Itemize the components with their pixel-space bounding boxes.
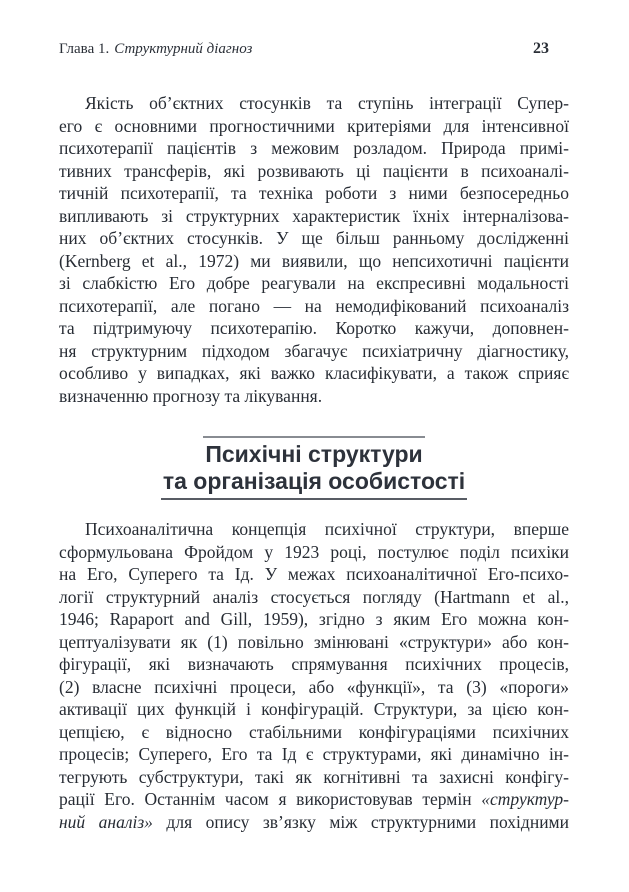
text-line: визначенню прогнозу та лікування. (59, 385, 323, 406)
text-line: цепцією, є відносно стабільними конфігураціями психічних (59, 721, 569, 742)
text-line: тивних трансферів, які розвивають ці пацієнти в психоаналі- (59, 160, 569, 181)
text-line: тегрують субструктури, такі як когнітивні та захисні конфігу- (59, 766, 569, 787)
text-line: них об’єктних стосунків. У ще більш ранньому дослідженні (59, 228, 569, 248)
paragraph-1 (59, 92, 569, 407)
text-line: ня структурним підходом збагачує психіатричну діагностику, (59, 340, 569, 361)
text-line: (Kernberg et al., 1972) ми виявили, що непсихотичні пацієнти (59, 250, 569, 271)
text-line (59, 811, 569, 834)
text-line: процесів; Суперего, Его та Ід є структурами, які динамічно ін- (59, 744, 569, 764)
text-line: активації цих функцій і конфігурацій. Структури, за цією кон- (59, 699, 569, 719)
text-line: та підтримуючу психотерапію. Коротко кажучи, доповнен- (59, 318, 569, 338)
text-line: 1946; Rapaport and Gill, 1959), згідно з яким Его можна кон- (59, 609, 569, 629)
text-line: (2) власне психічні процеси, або «функції», та (3) «пороги» (59, 676, 569, 697)
text-line: сформульована Фройдом у 1923 році, постулює поділ психіки (59, 541, 569, 562)
section-heading-row-1 (59, 436, 569, 468)
text-line: особливо у випадках, які важко класифікувати, а також сприяє (59, 363, 569, 383)
text-line: психотерапії пацієнтів з межовим розладом. Природа примі- (59, 138, 569, 158)
text-line: тичній психотерапії, та техніка роботи з ними безпосередньо (59, 183, 569, 203)
section-heading (59, 436, 569, 500)
section-heading-row-2 (59, 468, 569, 500)
text-line: его є основними прогностичними критеріями для інтенсивної (59, 115, 569, 136)
paragraph-2 (59, 518, 569, 833)
running-head (59, 41, 252, 58)
chapter-label: Глава 1. (59, 41, 110, 57)
section-heading-line-2: та організація особистості (161, 468, 467, 500)
text-segment: рації Его. Останнім часом я використовував термін (59, 789, 482, 809)
text-line: на Его, Суперего та Ід. У межах психоаналітичної Его-психо- (59, 564, 569, 584)
text-line: зі слабкістю Его добре реагували на експресивні модальності (59, 273, 569, 293)
text-line: випливають зі структурних характеристик їхніх інтерналізова- (59, 205, 569, 226)
page-number: 23 (533, 40, 549, 57)
section-heading-line-1: Психічні структури (203, 436, 424, 468)
text-line: цептуалізувати як (1) повільно змінювані «структури» або кон- (59, 631, 569, 652)
text-segment: для опису зв’язку між структурними похідними (152, 811, 569, 832)
text-line: фігурації, які визначають спрямування психічних процесів, (59, 654, 569, 674)
text-line: Якість об’єктних стосунків та ступінь інтеграції Супер- (85, 93, 569, 113)
text-line: психотерапії, але погано — на немодифікований психоаналіз (59, 295, 569, 316)
italic-term: ний аналіз» (59, 811, 153, 832)
italic-term: «структур- (481, 789, 569, 809)
text-line: Психоаналітична концепція психічної структури, вперше (85, 519, 569, 539)
chapter-title: Структурний діагноз (114, 41, 253, 57)
text-line (59, 788, 569, 811)
text-line: логії структурний аналіз стосується погляду (Hartmann et al., (59, 586, 569, 607)
